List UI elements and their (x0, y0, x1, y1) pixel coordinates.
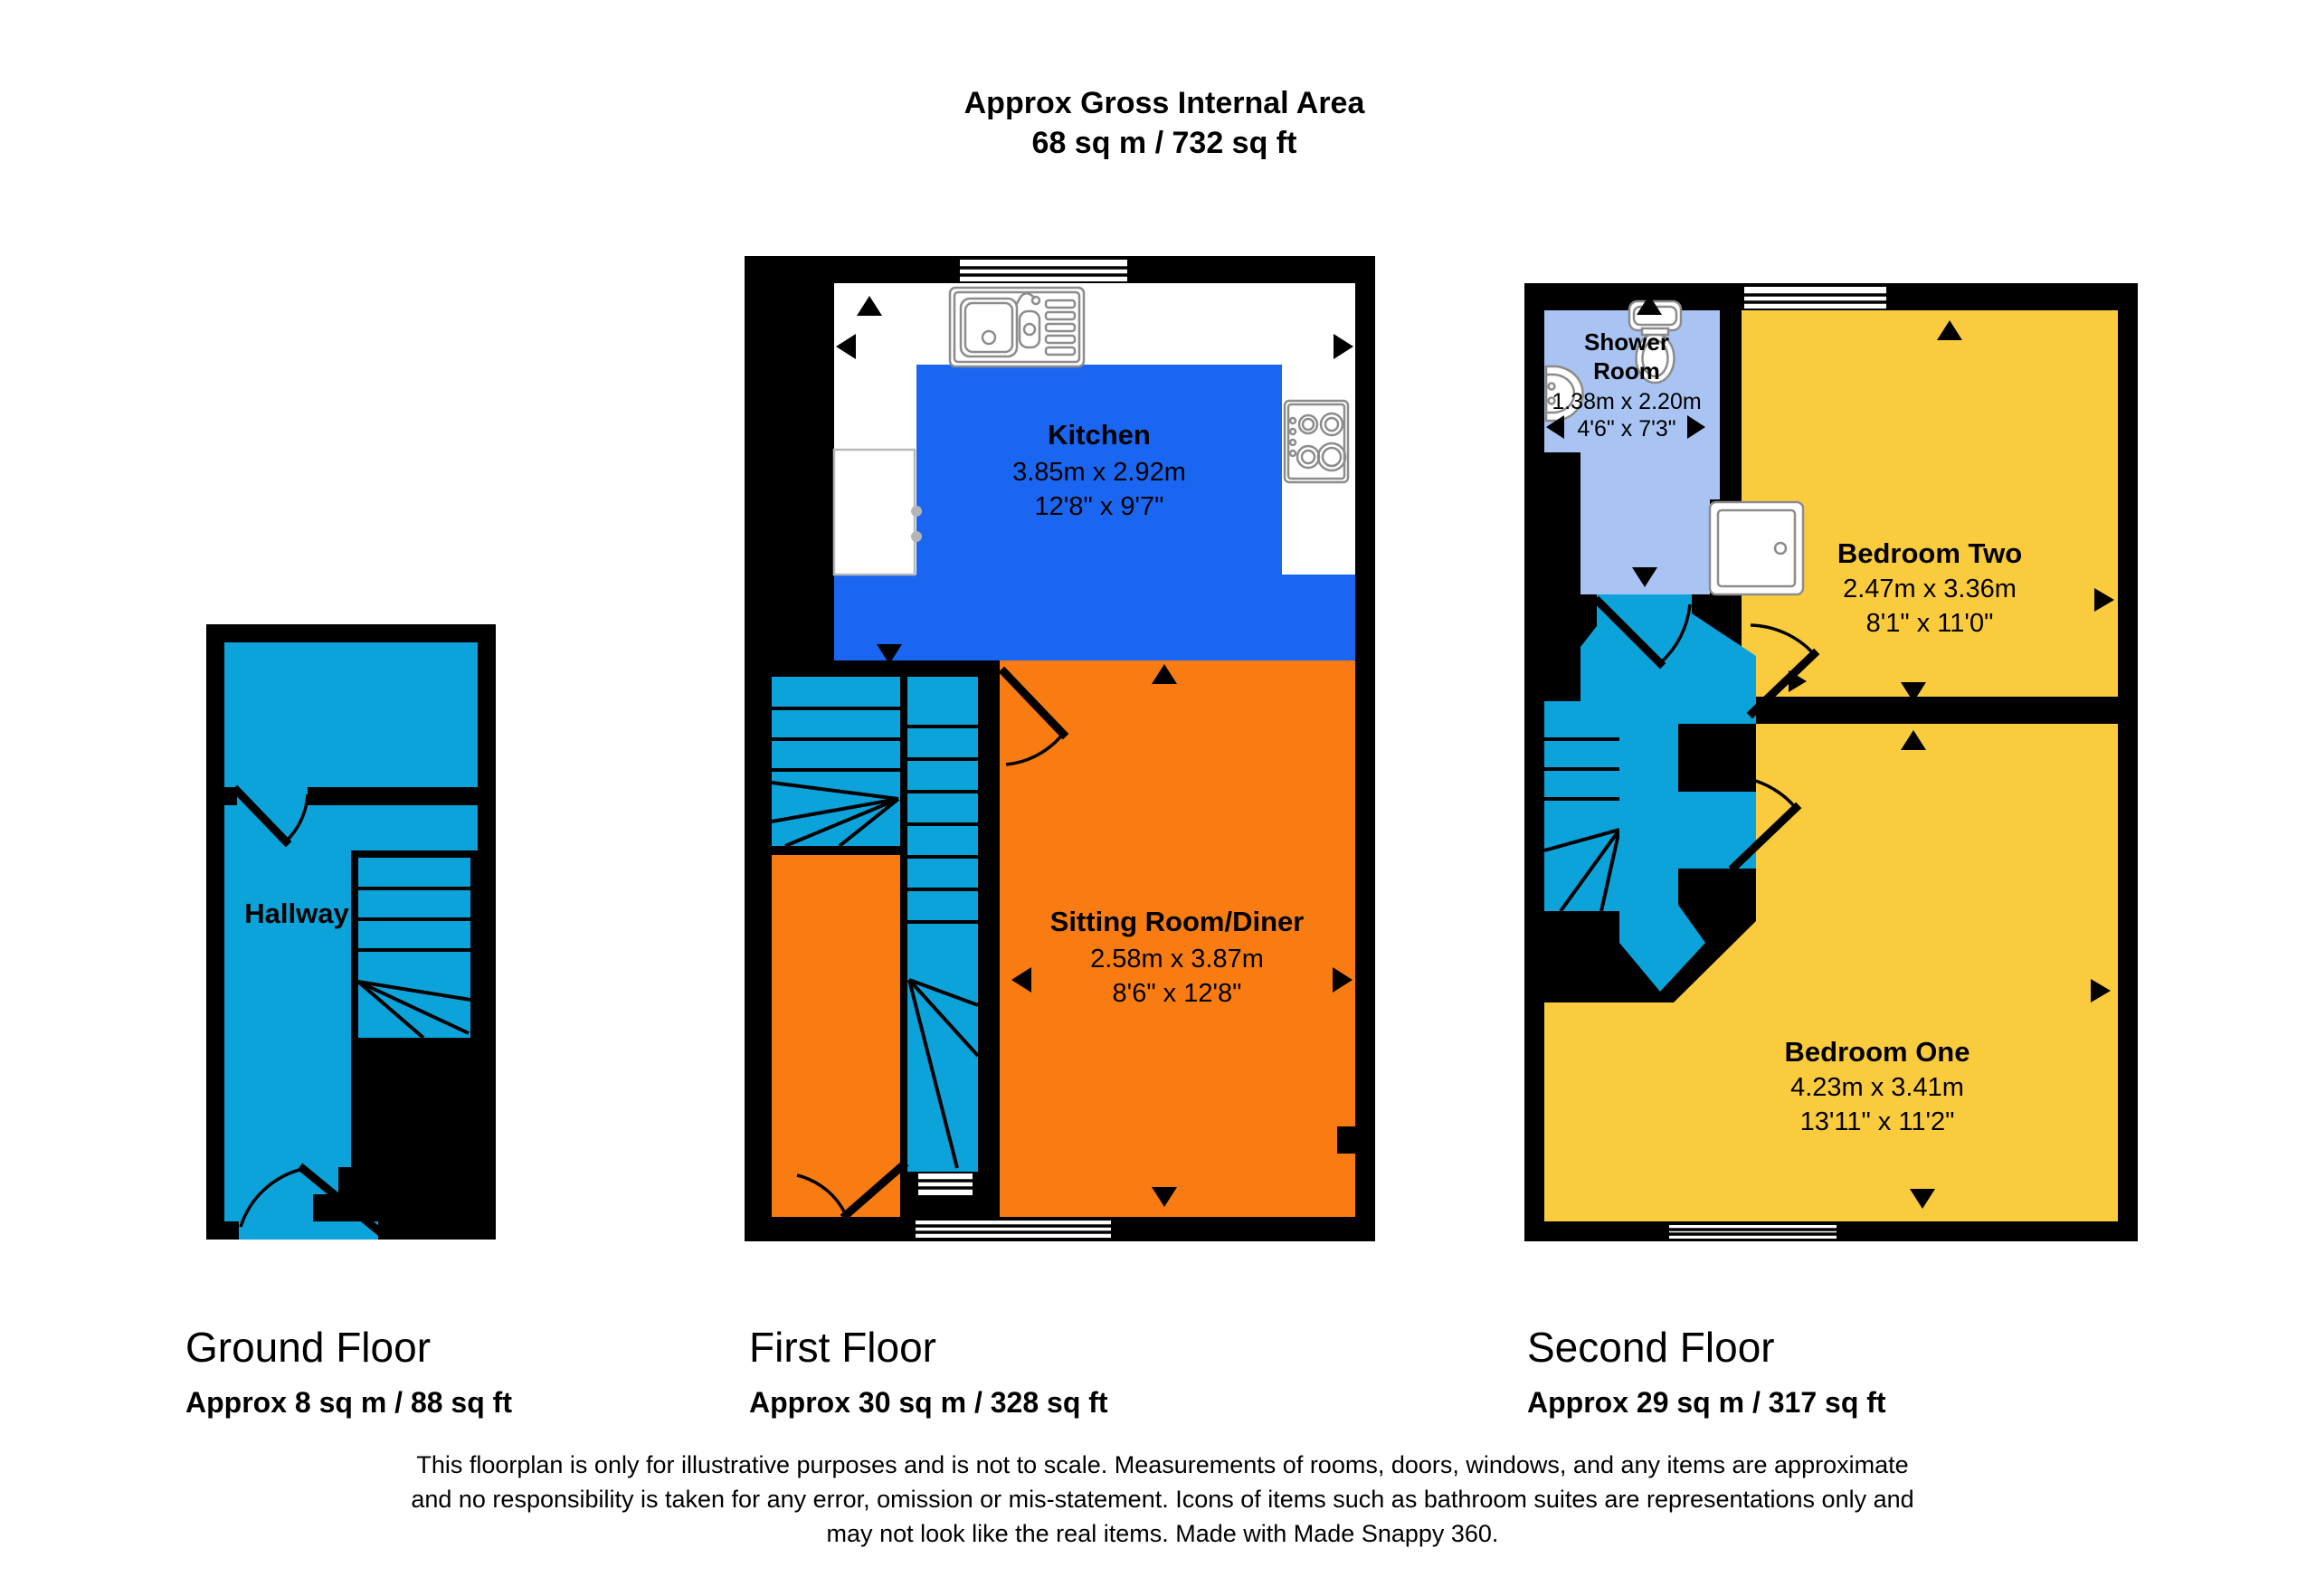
shower-tray-icon (1710, 502, 1803, 594)
internal-wall (308, 787, 478, 805)
disclaimer-line-3: may not look like the real items. Made with Made Snappy 360. (826, 1520, 1499, 1547)
disclaimer-line-1: This floorplan is only for illustrative purposes and is not to scale. Measurements of rooms, doors, windows, and any items are approximate (416, 1451, 1909, 1478)
sitting-label: Sitting Room/Diner (1049, 906, 1305, 937)
page-title (964, 83, 1365, 163)
bedroom-one-imperial: 13'11" x 11'2" (1799, 1107, 1955, 1136)
shower-label-1: Shower (1584, 328, 1669, 356)
first-floor-caption (749, 1323, 1108, 1420)
bedroom-two-metric: 2.47m x 3.36m (1843, 575, 2017, 603)
hob-icon (1285, 401, 1348, 482)
stair-window-icon (918, 1173, 973, 1195)
kitchen-room-lower (834, 575, 1355, 660)
wall-notch (1337, 1126, 1355, 1154)
kitchen-window-icon (960, 260, 1127, 281)
ground-floor-title: Ground Floor (185, 1324, 432, 1371)
bedroom-two-window-icon (1744, 287, 1886, 309)
disclaimer-line-2: and no responsibility is taken for any error, omission or mis-statement. Icons of items such as bathroom suites are representations only and (411, 1486, 1914, 1513)
first-floor-plan (745, 256, 1375, 1241)
ground-floor-plan (206, 624, 496, 1240)
second-floor-caption (1527, 1323, 1886, 1420)
staircase-icon (1539, 694, 1627, 918)
title-line-2: 68 sq m / 732 sq ft (1031, 126, 1297, 160)
staircase-winder-icon (772, 677, 900, 846)
kitchen-metric: 3.85m x 2.92m (1012, 458, 1186, 487)
title-line-1: Approx Gross Internal Area (963, 86, 1365, 120)
staircase-run-icon (907, 677, 978, 1172)
bedroom-two-imperial: 8'1" x 11'0" (1865, 609, 1994, 638)
ground-floor-caption (185, 1323, 512, 1420)
ground-floor-area: Approx 8 sq m / 88 sq ft (185, 1386, 512, 1419)
second-floor-area: Approx 29 sq m / 317 sq ft (1527, 1386, 1886, 1419)
bedroom-one-metric: 4.23m x 3.41m (1790, 1073, 1964, 1102)
sitting-metric: 2.58m x 3.87m (1090, 945, 1264, 974)
stair-hall (772, 855, 900, 1217)
bedroom-two-label: Bedroom Two (1837, 537, 2023, 569)
second-floor-title: Second Floor (1527, 1324, 1775, 1371)
second-floor-plan (1524, 283, 2138, 1241)
kitchen-unit (834, 450, 922, 575)
shower-metric: 1.38m x 2.20m (1552, 389, 1702, 414)
entrance-opening (239, 1221, 378, 1240)
first-floor-area: Approx 30 sq m / 328 sq ft (749, 1386, 1108, 1419)
shower-label-2: Room (1593, 357, 1660, 385)
first-floor-title: First Floor (749, 1324, 936, 1371)
sitting-imperial: 8'6" x 12'8" (1112, 979, 1242, 1008)
hallway-label: Hallway (244, 898, 349, 929)
kitchen-label: Kitchen (1048, 419, 1151, 451)
shower-imperial: 4'6" x 7'3" (1577, 416, 1676, 442)
sitting-window-icon (916, 1221, 1111, 1238)
kitchen-imperial: 12'8" x 9'7" (1034, 492, 1164, 521)
disclaimer (411, 1448, 1913, 1551)
bedroom-one-label: Bedroom One (1784, 1036, 1970, 1068)
sink-icon (950, 288, 1084, 366)
staircase-icon (351, 850, 478, 1045)
bedroom-one-window-icon (1669, 1225, 1837, 1239)
